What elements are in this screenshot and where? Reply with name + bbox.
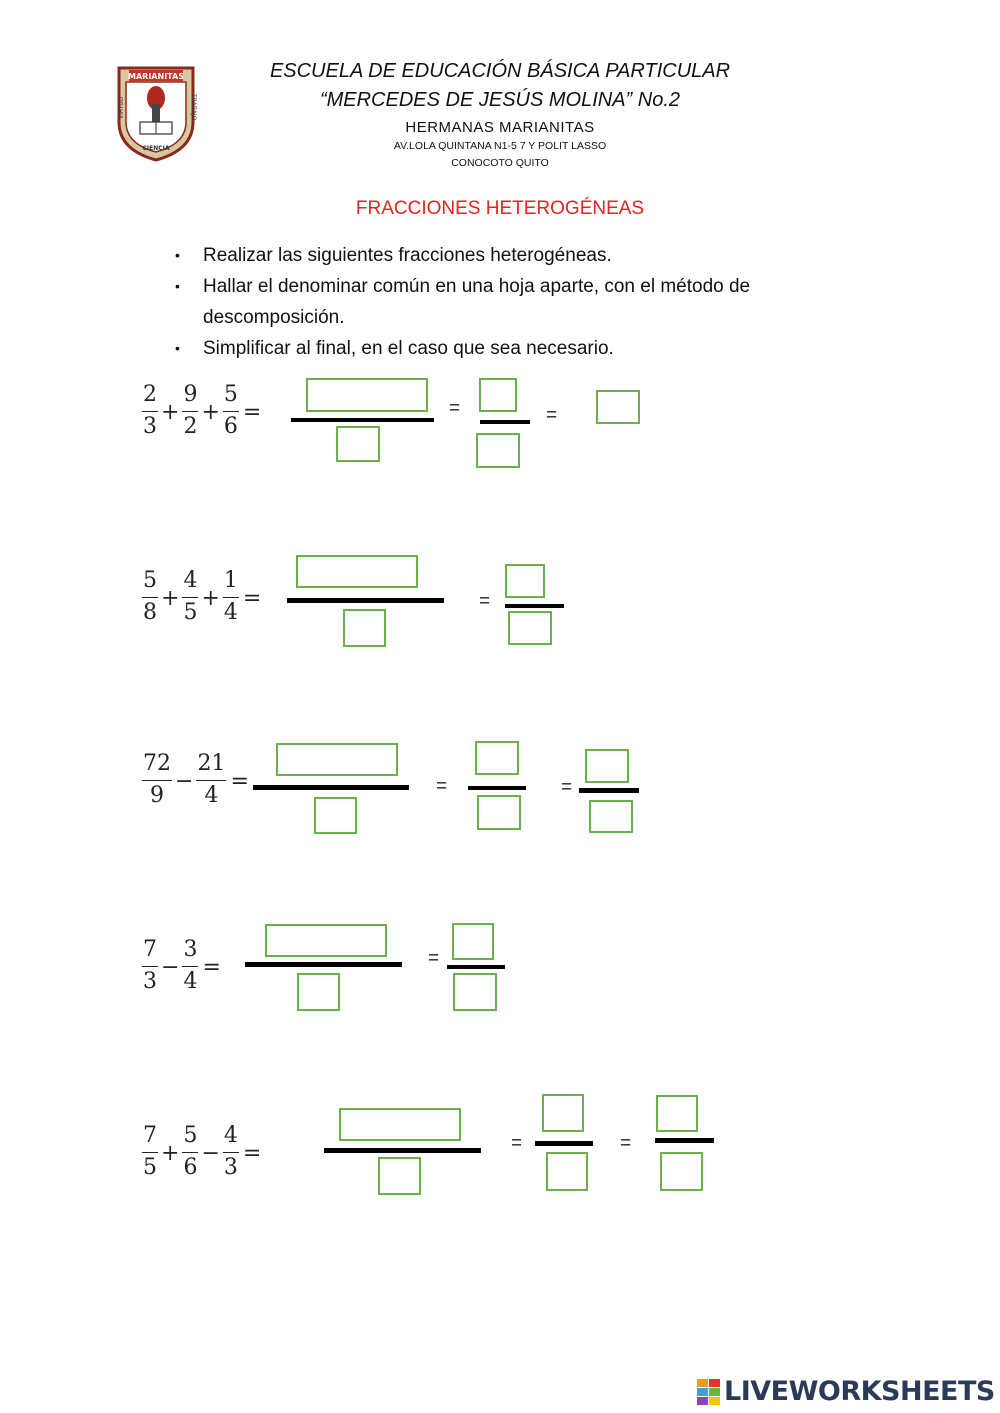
fraction-bar (245, 962, 402, 967)
liveworksheets-icon (697, 1379, 721, 1405)
school-city: CONOCOTO QUITO (451, 157, 549, 169)
answer-numerator-box[interactable] (306, 378, 428, 412)
equals-sign: = (202, 954, 221, 980)
fraction: $\frac{9}{2}$ (183, 381, 198, 440)
bullet-icon: • (175, 247, 180, 263)
fraction-bar (324, 1148, 481, 1153)
answer-denominator-box[interactable] (660, 1152, 703, 1191)
answer-denominator-box[interactable] (546, 1152, 588, 1191)
answer-numerator-box[interactable] (265, 924, 387, 957)
equals-sign: = (449, 398, 461, 419)
logo-left-text: VIRTUD (118, 96, 125, 119)
instruction-item: • Simplificar al final, en el caso que sea necesario. (175, 333, 855, 364)
operator: + (201, 399, 220, 425)
answer-denominator-box[interactable] (589, 800, 633, 833)
worksheet-title: FRACCIONES HETEROGÉNEAS (355, 198, 645, 219)
answer-denominator-box[interactable] (453, 973, 497, 1011)
equals-sign: = (230, 768, 249, 794)
fraction-bar (253, 785, 409, 790)
equals-sign: = (479, 591, 491, 612)
operator: − (175, 768, 194, 794)
answer-numerator-box[interactable] (339, 1108, 461, 1141)
equals-sign: = (436, 776, 448, 797)
school-logo (115, 64, 197, 162)
fraction-bar (480, 420, 530, 424)
liveworksheets-logo (697, 1376, 995, 1407)
equals-sign: = (242, 399, 262, 425)
fraction: $\frac{4}{3}$ (223, 1122, 238, 1181)
answer-denominator-box[interactable] (297, 973, 340, 1011)
operator: + (161, 399, 180, 425)
fraction-bar (468, 786, 526, 790)
fraction: $\frac{4}{5}$ (183, 567, 198, 626)
answer-numerator-box[interactable] (475, 741, 519, 775)
fraction-bar (579, 788, 639, 793)
fraction-bar (447, 965, 505, 969)
instructions-list (175, 240, 855, 364)
instruction-item: • Hallar el denominar común en una hoja aparte, con el método de descomposición. (175, 271, 855, 333)
operator: + (161, 1140, 180, 1166)
exercise-3-expression (142, 748, 249, 812)
fraction-bar (287, 598, 444, 603)
fraction: $\frac{72}{9}$ (143, 750, 171, 809)
fraction-bar (655, 1138, 714, 1143)
answer-numerator-box[interactable] (276, 743, 398, 776)
operator: − (201, 1140, 220, 1166)
answer-denominator-box[interactable] (508, 611, 552, 645)
fraction: $\frac{2}{3}$ (143, 381, 157, 440)
answer-denominator-box[interactable] (378, 1157, 421, 1195)
equals-sign: = (242, 585, 262, 611)
equals-sign: = (546, 405, 558, 426)
answer-denominator-box[interactable] (476, 433, 520, 468)
bullet-icon: • (175, 340, 180, 356)
operator: + (161, 585, 180, 611)
answer-denominator-box[interactable] (343, 609, 386, 647)
equals-sign: = (561, 777, 573, 798)
answer-denominator-box[interactable] (336, 426, 380, 462)
school-name-line2: “MERCEDES DE JESÚS MOLINA” No.2 (319, 89, 681, 111)
equals-sign: = (428, 948, 440, 969)
answer-numerator-box[interactable] (452, 923, 494, 960)
fraction: $\frac{5}{6}$ (183, 1122, 198, 1181)
answer-numerator-box[interactable] (479, 378, 517, 412)
liveworksheets-brand-text: LIVEWORKSHEETS (724, 1376, 995, 1407)
answer-numerator-box[interactable] (656, 1095, 698, 1132)
logo-bottom-text: CIENCIA (142, 145, 170, 152)
equals-sign: = (242, 1140, 262, 1166)
exercise-2-expression (142, 565, 261, 629)
fraction: $\frac{1}{4}$ (223, 567, 238, 626)
answer-denominator-box[interactable] (477, 795, 521, 830)
answer-denominator-box[interactable] (314, 797, 357, 834)
fraction-bar (505, 604, 564, 608)
answer-numerator-box[interactable] (585, 749, 629, 783)
fraction-bar (535, 1141, 593, 1146)
operator: − (161, 954, 180, 980)
fraction: $\frac{7}{5}$ (143, 1122, 157, 1181)
fraction: $\frac{5}{8}$ (143, 567, 157, 626)
logo-right-text: TRABAJO (190, 94, 197, 121)
bullet-icon: • (175, 278, 180, 294)
equals-sign: = (511, 1133, 523, 1154)
answer-numerator-box[interactable] (296, 555, 418, 588)
answer-simplified-box[interactable] (596, 390, 640, 424)
exercise-1-expression (142, 379, 261, 443)
exercise-5-expression (142, 1120, 261, 1184)
operator: + (201, 585, 220, 611)
logo-top-text: MARIANITAS (128, 72, 184, 81)
instruction-item: • Realizar las siguientes fracciones heterogéneas. (175, 240, 855, 271)
fraction: $\frac{3}{4}$ (183, 936, 198, 995)
school-name-line1: ESCUELA DE EDUCACIÓN BÁSICA PARTICULAR (269, 60, 731, 82)
school-address: AV.LOLA QUINTANA N1-5 7 Y POLIT LASSO (393, 140, 607, 152)
fraction: $\frac{5}{6}$ (223, 381, 238, 440)
answer-numerator-box[interactable] (542, 1094, 584, 1132)
answer-numerator-box[interactable] (505, 564, 545, 598)
equals-sign: = (620, 1133, 632, 1154)
fraction-bar (291, 418, 434, 422)
exercise-4-expression (142, 934, 221, 998)
fraction: $\frac{7}{3}$ (143, 936, 157, 995)
school-subtitle: HERMANAS MARIANITAS (405, 119, 595, 136)
fraction: $\frac{21}{4}$ (197, 750, 226, 809)
